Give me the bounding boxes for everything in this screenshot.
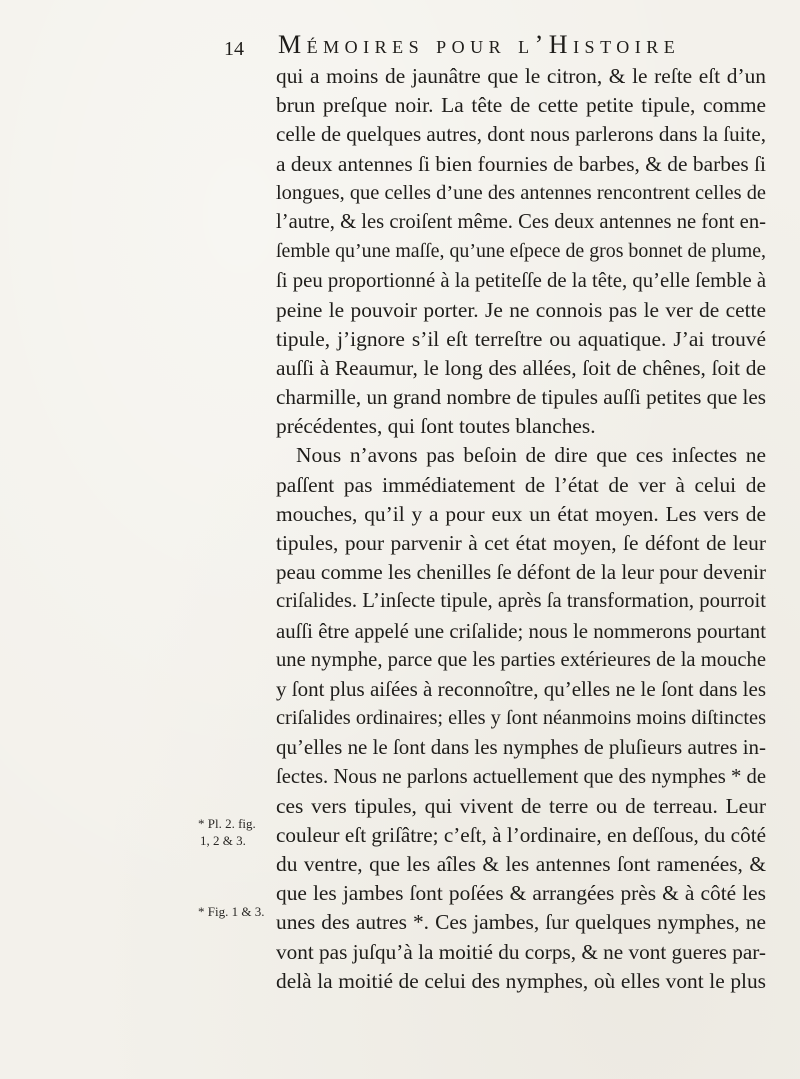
text-line: du ventre, que les aîles & les antennes ſont ramenées, & xyxy=(276,852,766,877)
text-line: qui a moins de jaunâtre que le citron, & le reſte eſt d’un xyxy=(276,64,766,88)
text-line: unes des autres *. Ces jambes, ſur quelques nymphes, ne xyxy=(276,910,766,935)
text-line: une nymphe, parce que les parties extérieures de la mouche xyxy=(276,648,766,671)
text-line: tipule, j’ignore s’il eſt terreſtre ou aquatique. J’ai trouvé xyxy=(276,326,766,351)
page-number: 14 xyxy=(224,38,244,60)
text-line: longues, que celles d’une des antennes rencontrent celles de xyxy=(276,181,766,204)
text-line: tipules, pour parvenir à cet état moyen, ſe défont de leur xyxy=(276,531,766,555)
text-line: a deux antennes ſi bien fournies de barbes, & de barbes ſi xyxy=(276,151,766,176)
text-line: auſſi être appelé une criſalide; nous le nommerons pourtant xyxy=(276,618,766,643)
text-line: peine le pouvoir porter. Je ne connois pas le ver de cette xyxy=(276,297,766,322)
text-line: Nous n’avons pas beſoin de dire que ces inſectes ne xyxy=(296,443,766,468)
running-head xyxy=(224,28,764,64)
text-line: ſectes. Nous ne parlons actuellement que des nymphes * de xyxy=(276,765,766,788)
text-line: vont pas juſqu’à la moitié du corps, & ne vont gueres par- xyxy=(276,939,766,964)
text-line: ſemble qu’une maſſe, qu’une eſpece de gros bonnet de plume, xyxy=(276,240,766,263)
text-line: brun preſque noir. La tête de cette petite tipule, comme xyxy=(276,93,766,118)
margin-note-figure-ref: * Fig. 1 & 3. xyxy=(198,904,265,919)
text-line: couleur eſt griſâtre; c’eſt, à l’ordinaire, en deſſous, du côté xyxy=(276,822,766,847)
running-head-title: Mémoires pour l’Histoire xyxy=(278,30,681,59)
text-line: y ſont plus aiſées à reconnoître, qu’elles ne le ſont dans les xyxy=(276,676,766,701)
text-line: celle de quelques autres, dont nous parlerons dans la ſuite, xyxy=(276,122,766,147)
text-line: que les jambes ſont poſées & arrangées près & à côté les xyxy=(276,881,766,906)
text-line: mouches, qu’il y a pour eux un état moyen. Les vers de xyxy=(276,501,766,526)
text-line: paſſent pas immédiatement de l’état de ver à celui de xyxy=(276,472,766,497)
text-line: delà la moitié de celui des nymphes, où elles vont le plus xyxy=(276,968,766,993)
text-line: peau comme les chenilles ſe défont de la leur pour devenir xyxy=(276,560,766,585)
text-line: l’autre, & les croiſent même. Ces deux antennes ne font en- xyxy=(276,210,766,233)
text-line: ſi peu proportionné à la petiteſſe de la tête, qu’elle ſemble à xyxy=(276,269,767,293)
text-line: criſalides. L’inſecte tipule, après ſa transformation, pourroit xyxy=(276,590,766,613)
text-line: ces vers tipules, qui vivent de terre ou de terreau. Leur xyxy=(276,793,766,818)
text-line: criſalides ordinaires; elles y ſont néanmoins moins diſtinctes xyxy=(276,707,766,730)
text-line: auſſi à Reaumur, le long des allées, ſoit de chênes, ſoit de xyxy=(276,355,766,380)
text-line: charmille, un grand nombre de tipules auſſi petites que les xyxy=(276,385,766,410)
body-text xyxy=(276,62,766,996)
text-line: qu’elles ne le ſont dans les nymphes de pluſieurs autres in- xyxy=(276,735,766,760)
margin-note-plate-ref: * Pl. 2. fig. xyxy=(198,816,256,831)
margin-note-plate-ref-continued: 1, 2 & 3. xyxy=(200,833,246,848)
text-line: précédentes, qui ſont toutes blanches. xyxy=(276,414,596,439)
